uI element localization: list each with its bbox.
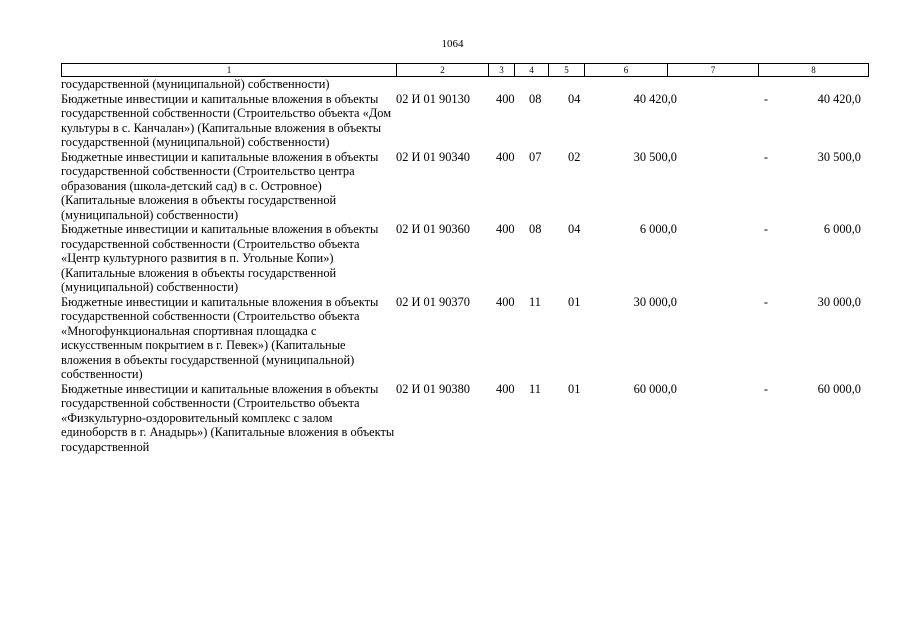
row-col-7: - xyxy=(763,294,768,309)
row-col-6: 6 000,0 xyxy=(639,222,677,236)
row-col-3: 400 xyxy=(496,149,515,164)
row-col-4: 07 xyxy=(529,149,542,164)
row-col-5: 04 xyxy=(568,222,581,236)
row-col-5: 02 xyxy=(568,149,581,164)
row-col-6: 40 420,0 xyxy=(633,91,677,106)
row-col-8: 30 500,0 xyxy=(817,149,861,164)
row-col-3: 400 xyxy=(496,91,515,106)
row-col-5: 01 xyxy=(568,381,581,396)
header-col-5: 5 xyxy=(549,64,585,77)
row-col-4: 11 xyxy=(529,381,541,396)
header-col-7: 7 xyxy=(668,64,759,77)
row-col-8: 30 000,0 xyxy=(817,294,861,309)
carryover-row xyxy=(61,77,871,92)
row-description: Бюджетные инвестиции и капитальные вложения в объекты государственной собственности (Строительство объекта «Физкультурно-оздоровительный комплекс с залом единоборств в г. Анадырь») (Капитальные вложения в объекты государственной xyxy=(61,381,395,454)
table-body xyxy=(61,77,871,454)
row-description: Бюджетные инвестиции и капитальные вложения в объекты государственной собственности (Строительство объекта «Дом культуры в с. Канчалан») (Капитальные вложения в объекты государственной (муниципальной) собственности) xyxy=(61,91,392,149)
row-code: 02 И 01 90360 xyxy=(396,222,470,236)
row-col-3: 400 xyxy=(496,222,515,236)
header-col-6: 6 xyxy=(585,64,668,77)
row-col-7: - xyxy=(763,381,768,396)
header-col-8: 8 xyxy=(759,64,869,77)
row-col-8: 6 000,0 xyxy=(823,222,861,236)
header-col-2: 2 xyxy=(397,64,489,77)
row-col-6: 30 000,0 xyxy=(633,294,677,309)
table-row xyxy=(61,222,871,295)
table-row xyxy=(61,295,871,382)
row-description: Бюджетные инвестиции и капитальные вложения в объекты государственной собственности (Строительство объекта «Центр культурного развития в п. Угольные Копи») (Капитальные вложения в объекты государственной (муниципальной) собственности) xyxy=(61,222,379,294)
row-col-7: - xyxy=(763,222,768,236)
row-col-8: 60 000,0 xyxy=(817,381,861,396)
row-description: Бюджетные инвестиции и капитальные вложения в объекты государственной собственности (Строительство объекта «Многофункциональная спортивная площадка с искусственным покрытием в г. Певек») (Капитальные вложения в объекты государственной (муниципальной) собственности) xyxy=(61,294,379,381)
table-row xyxy=(61,382,871,455)
row-col-3: 400 xyxy=(496,381,515,396)
row-col-8: 40 420,0 xyxy=(817,91,861,106)
header-col-4: 4 xyxy=(515,64,549,77)
table-row xyxy=(61,150,871,223)
table-header xyxy=(61,63,869,77)
row-col-6: 60 000,0 xyxy=(633,381,677,396)
carryover-text: государственной (муниципальной) собственности) xyxy=(61,77,330,91)
row-code: 02 И 01 90380 xyxy=(396,381,470,396)
table-row xyxy=(61,92,871,150)
row-col-6: 30 500,0 xyxy=(633,149,677,164)
row-col-5: 04 xyxy=(568,91,581,106)
row-col-3: 400 xyxy=(496,294,515,309)
row-code: 02 И 01 90340 xyxy=(396,149,470,164)
row-col-7: - xyxy=(763,149,768,164)
page-number: 1064 xyxy=(441,38,464,50)
row-code: 02 И 01 90130 xyxy=(396,91,470,106)
header-col-1: 1 xyxy=(62,64,397,77)
row-col-7: - xyxy=(763,91,768,106)
row-col-4: 08 xyxy=(529,91,542,106)
row-description: Бюджетные инвестиции и капитальные вложения в объекты государственной собственности (Строительство центра образования (школа-детский сад) в с. Островное) (Капитальные вложения в объекты государственной (муниципальной) собственности) xyxy=(61,149,379,222)
row-col-5: 01 xyxy=(568,294,581,309)
row-col-4: 11 xyxy=(529,294,541,309)
row-code: 02 И 01 90370 xyxy=(396,294,470,309)
header-col-3: 3 xyxy=(489,64,515,77)
row-col-4: 08 xyxy=(529,222,542,236)
